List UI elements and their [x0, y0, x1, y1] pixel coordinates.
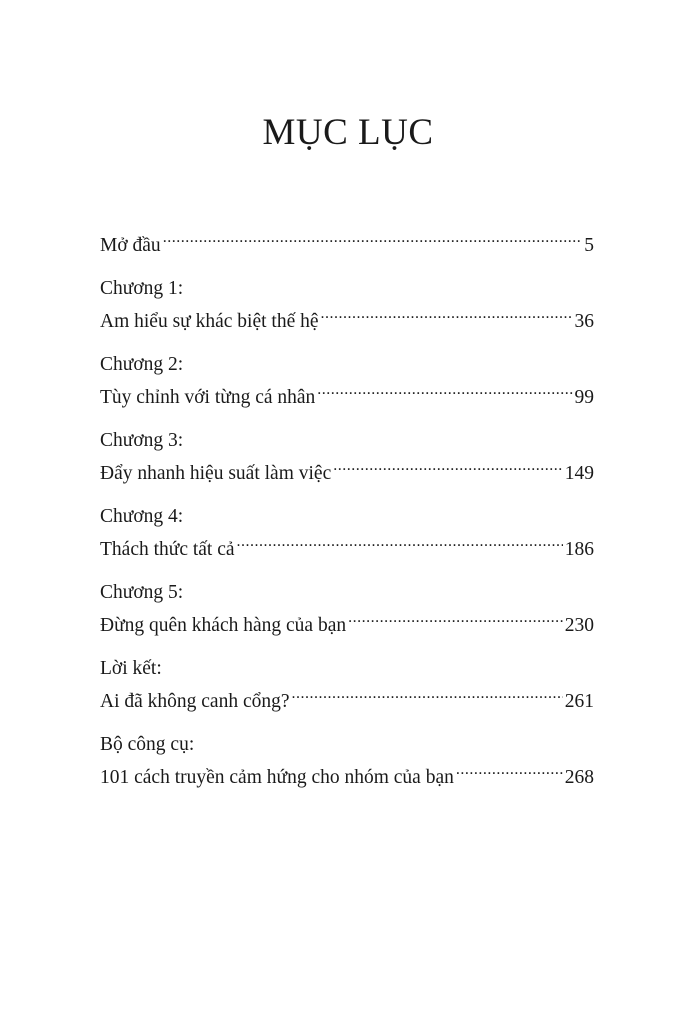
toc-page-number: 261 — [564, 691, 594, 712]
toc-row — [100, 685, 594, 718]
toc-row — [100, 533, 594, 566]
toc-entry-chapter-1 — [100, 272, 594, 338]
toc-row — [100, 381, 594, 414]
toc-entry-title: Tùy chỉnh với từng cá nhân — [100, 387, 316, 408]
toc-entry-conclusion — [100, 652, 594, 718]
dot-leader — [163, 232, 583, 252]
toc-entry-chapter-4 — [100, 500, 594, 566]
toc-entry-chapter-2 — [100, 348, 594, 414]
dot-leader — [292, 688, 563, 708]
dot-leader — [348, 612, 563, 632]
dot-leader — [456, 764, 563, 784]
toc-row — [100, 229, 594, 262]
toc-chapter-label: Chương 2: — [100, 354, 184, 375]
toc-row — [100, 761, 594, 794]
toc-entry-title: 101 cách truyền cảm hứng cho nhóm của bạn — [100, 767, 454, 788]
toc-entry-chapter-3 — [100, 424, 594, 490]
toc-page-number: 268 — [564, 767, 594, 788]
toc-entry-title: Ai đã không canh cổng? — [100, 691, 290, 712]
toc-chapter-label: Bộ công cụ: — [100, 734, 195, 755]
toc-entry-title: Am hiểu sự khác biệt thế hệ — [100, 311, 319, 332]
toc-entry-intro — [100, 229, 594, 262]
toc-page-number: 149 — [564, 463, 594, 484]
dot-leader — [333, 460, 563, 480]
toc-entry-title: Thách thức tất cả — [100, 539, 235, 560]
dot-leader — [321, 308, 573, 328]
toc-entry-toolkit — [100, 728, 594, 794]
toc-entry-chapter-5 — [100, 576, 594, 642]
toc-entry-title: Đừng quên khách hàng của bạn — [100, 615, 347, 636]
toc-entry-title: Mở đầu — [100, 235, 161, 256]
toc-row — [100, 457, 594, 490]
toc-page-number: 36 — [574, 311, 594, 332]
toc-chapter-label: Chương 1: — [100, 278, 184, 299]
dot-leader — [237, 536, 563, 556]
toc-chapter-label: Lời kết: — [100, 658, 162, 679]
toc-chapter-label: Chương 3: — [100, 430, 184, 451]
table-of-contents — [100, 229, 594, 804]
toc-chapter-label: Chương 5: — [100, 582, 184, 603]
toc-chapter-label: Chương 4: — [100, 506, 184, 527]
toc-page-number: 230 — [564, 615, 594, 636]
dot-leader — [317, 384, 572, 404]
toc-row — [100, 609, 594, 642]
toc-page-number: 186 — [564, 539, 594, 560]
toc-page-number: 5 — [584, 235, 594, 256]
toc-row — [100, 305, 594, 338]
page-title: MỤC LỤC — [262, 112, 434, 153]
toc-page-number: 99 — [574, 387, 594, 408]
toc-entry-title: Đẩy nhanh hiệu suất làm việc — [100, 463, 332, 484]
